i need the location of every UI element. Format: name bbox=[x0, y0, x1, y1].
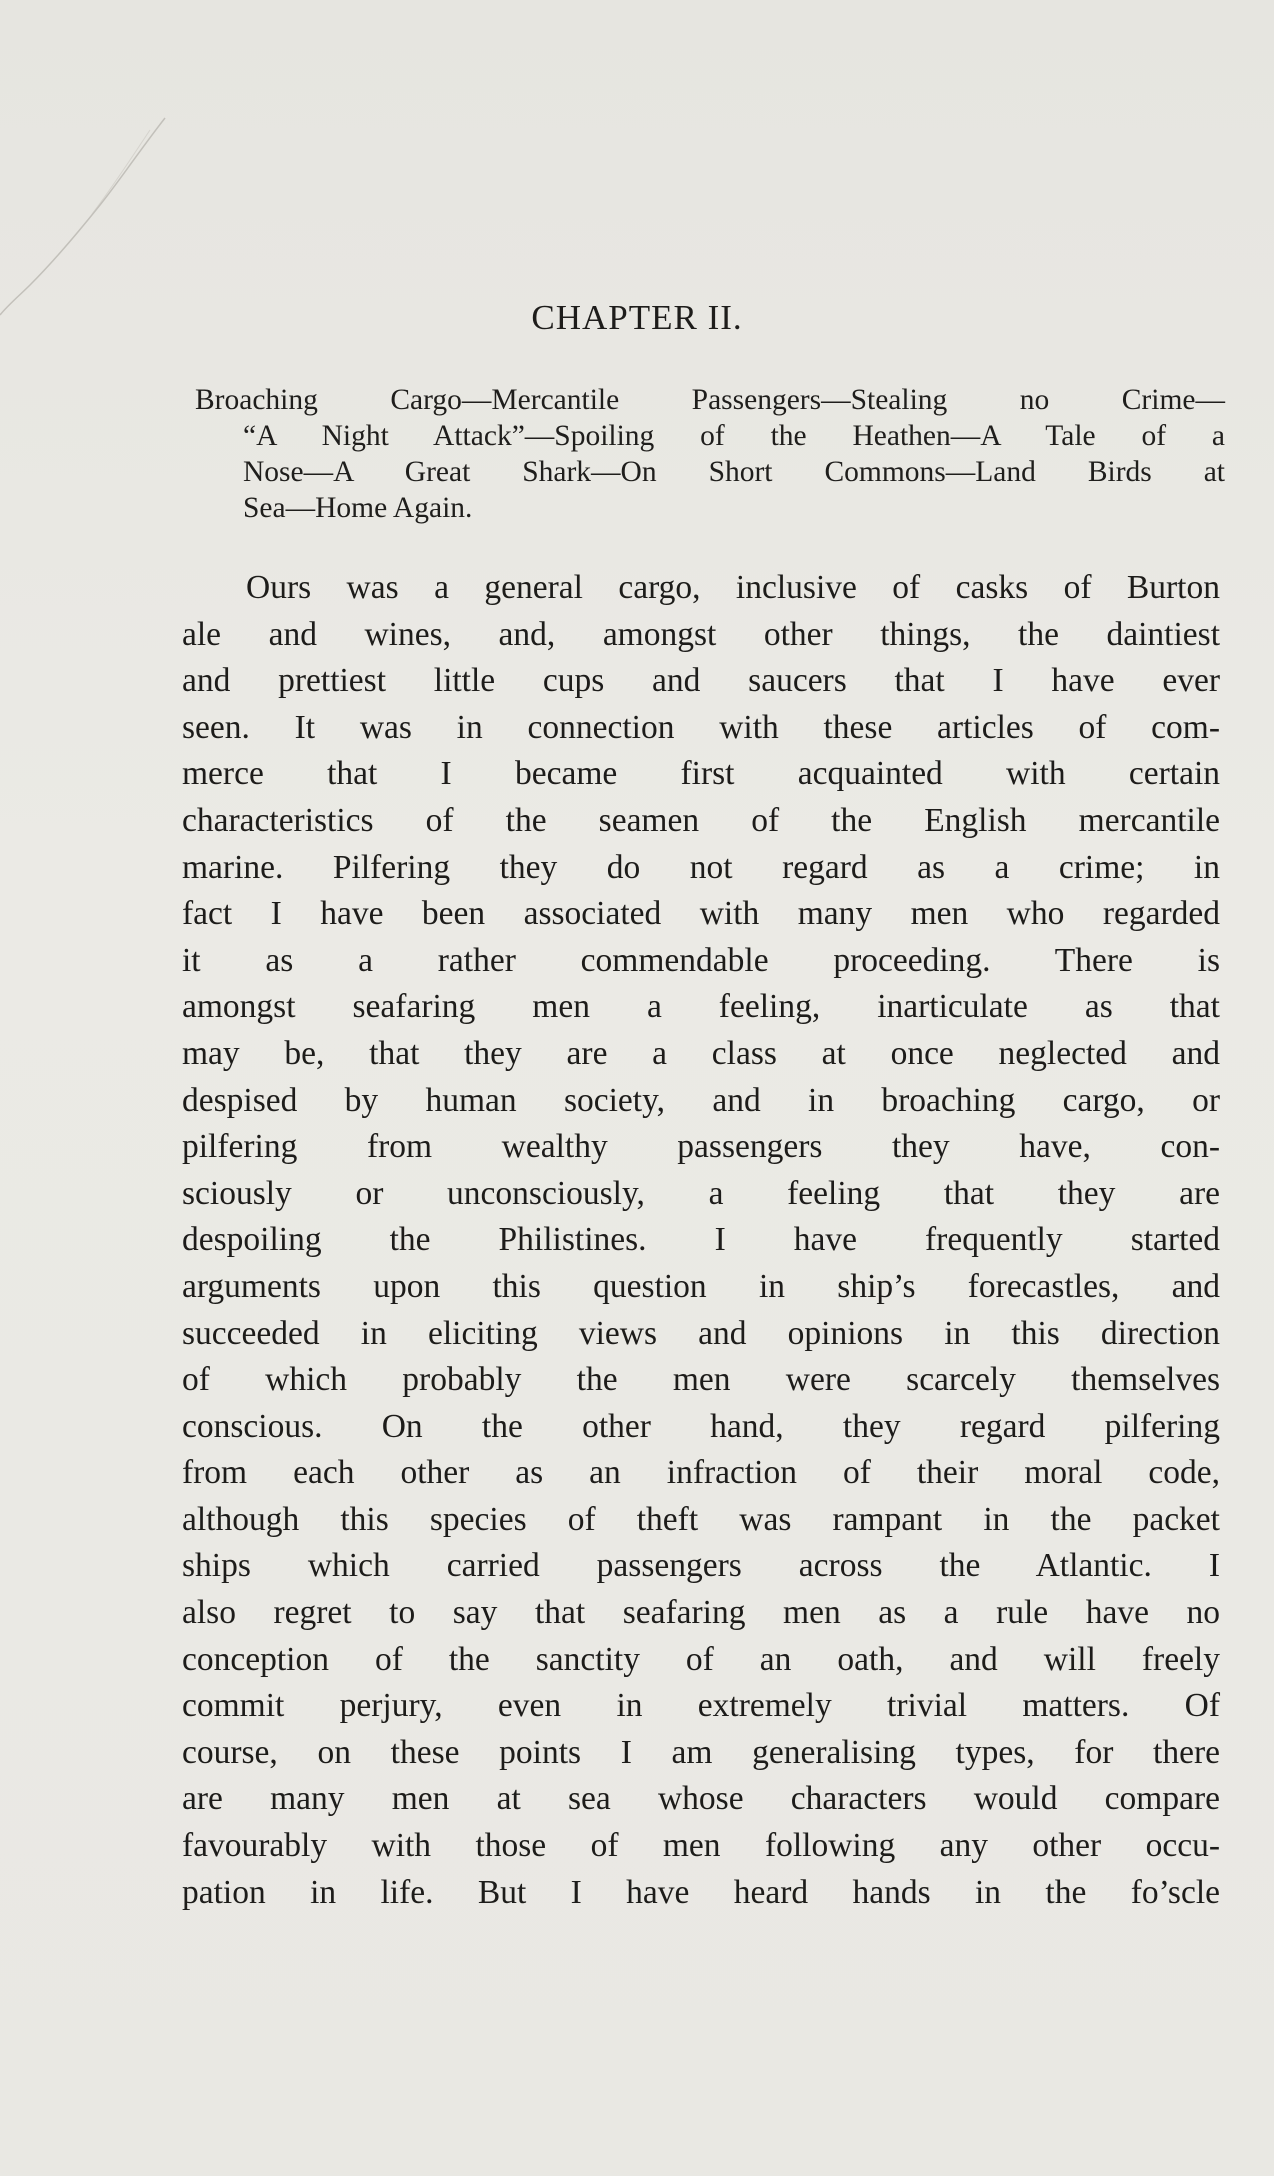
text-line: from each other as an infraction of their moral code, bbox=[182, 1454, 1220, 1492]
text-line: also regret to say that seafaring men as a rule have no bbox=[182, 1594, 1220, 1632]
text-line: despised by human society, and in broaching cargo, or bbox=[182, 1081, 1220, 1119]
synopsis-line: Sea—Home Again. bbox=[243, 492, 473, 524]
synopsis-line: Nose—A Great Shark—On Short Commons—Land Birds at bbox=[243, 456, 1225, 488]
text-line: pation in life. But I have heard hands in the fo’scle bbox=[182, 1873, 1220, 1911]
text-line: arguments upon this question in ship’s forecastles, and bbox=[182, 1267, 1220, 1305]
text-line: Ours was a general cargo, inclusive of casks of Burton bbox=[246, 569, 1220, 606]
text-line: and prettiest little cups and saucers that I have ever bbox=[182, 662, 1220, 700]
text-line: marine. Pilfering they do not regard as a crime; in bbox=[182, 848, 1220, 886]
synopsis-line: Broaching Cargo—Mercantile Passengers—Stealing no Crime— bbox=[195, 384, 1225, 416]
text-line: succeeded in eliciting views and opinions in this direction bbox=[182, 1314, 1220, 1352]
text-line: are many men at sea whose characters would compare bbox=[182, 1780, 1220, 1818]
text-line: course, on these points I am generalising types, for there bbox=[182, 1733, 1220, 1771]
text-line: sciously or unconsciously, a feeling that they are bbox=[182, 1174, 1220, 1212]
text-line: favourably with those of men following any other occu- bbox=[182, 1827, 1220, 1865]
text-line: fact I have been associated with many men who regarded bbox=[182, 895, 1220, 933]
chapter-title: CHAPTER II. bbox=[531, 298, 743, 337]
chapter-synopsis bbox=[195, 382, 1225, 526]
text-line: may be, that they are a class at once neglected and bbox=[182, 1034, 1220, 1072]
body-paragraph bbox=[182, 565, 1220, 1916]
text-line: merce that I became first acquainted with certain bbox=[182, 755, 1220, 793]
text-line: although this species of theft was rampant in the packet bbox=[182, 1500, 1220, 1538]
text-line: conscious. On the other hand, they regard pilfering bbox=[182, 1407, 1220, 1445]
text-line: despoiling the Philistines. I have frequently started bbox=[182, 1221, 1220, 1259]
text-line: seen. It was in connection with these articles of com- bbox=[182, 708, 1220, 746]
text-line: ships which carried passengers across the Atlantic. I bbox=[182, 1547, 1220, 1585]
text-line: it as a rather commendable proceeding. There is bbox=[182, 941, 1220, 979]
text-line: amongst seafaring men a feeling, inarticulate as that bbox=[182, 988, 1220, 1026]
synopsis-line: “A Night Attack”—Spoiling of the Heathen—A Tale of a bbox=[243, 420, 1225, 452]
text-line: of which probably the men were scarcely themselves bbox=[182, 1361, 1220, 1399]
text-line: conception of the sanctity of an oath, and will freely bbox=[182, 1640, 1220, 1678]
text-line: ale and wines, and, amongst other things, the daintiest bbox=[182, 615, 1220, 653]
text-line: characteristics of the seamen of the English mercantile bbox=[182, 801, 1220, 839]
text-line: pilfering from wealthy passengers they have, con- bbox=[182, 1128, 1220, 1166]
page-crease-mark bbox=[0, 110, 170, 320]
text-line: commit perjury, even in extremely trivial matters. Of bbox=[182, 1687, 1220, 1725]
